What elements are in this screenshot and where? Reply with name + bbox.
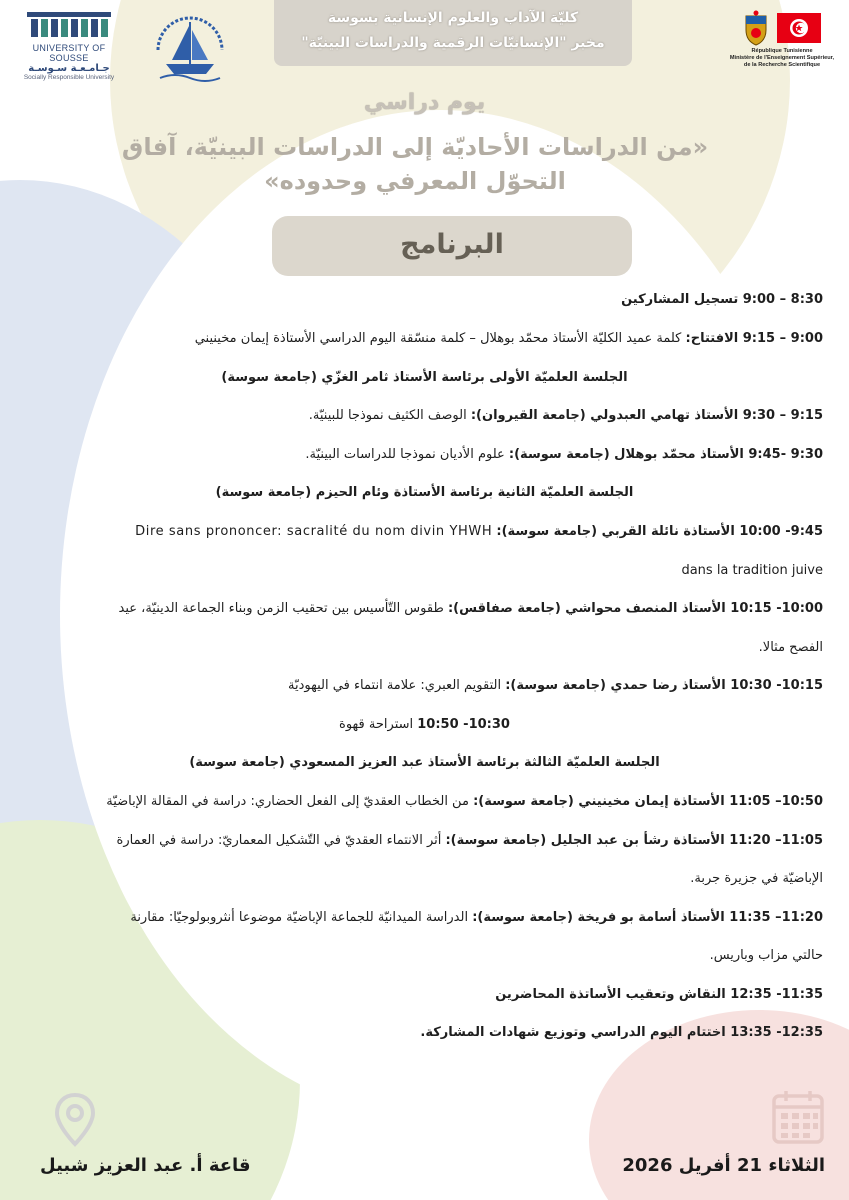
program-item-registration: 8:30 – 9:00 تسجيل المشاركين <box>621 292 823 307</box>
program-item-talk-2: 9:30 -9:45 الأستاذ محمّد بوهلال (جامعة سوسة): علوم الأديان نموذجا للدراسات البينيّة. <box>305 447 823 462</box>
map-pin-icon <box>52 1092 98 1148</box>
program-item-talk-8-continued: حالتي مزاب وباريس. <box>709 948 823 963</box>
program-item-talk-8: 11:20– 11:35 الأستاذ أسامة بو فريخة (جامعة سوسة): الدراسة الميدانيّة للجماعة الإباضيّة موضوعا أنثروبولوجيّا: مقارنة <box>130 910 823 925</box>
coat-of-arms-icon <box>743 10 769 46</box>
sousse-logo-mark <box>25 10 113 40</box>
tunisia-republic-label: République Tunisienne <box>751 48 813 54</box>
program-item-coffee-break: 10:30- 10:50 استراحة قهوة <box>339 717 510 732</box>
program-item-talk-6: 10:50– 11:05 الأستاذة إيمان مخينيني (جامعة سوسة): من الخطاب العقديّ إلى الفعل الحضاري: دراسة في المقالة الإباضيّة <box>106 794 823 809</box>
header-banner <box>274 0 632 66</box>
program-item-discussion: 11:35- 12:35 النقاش وتعقيب الأساتذة المحاضرين <box>495 987 823 1002</box>
event-venue: قاعة أ. عبد العزيز شبيل <box>40 1155 251 1176</box>
program-item-talk-7: 11:05– 11:20 الأستاذة رشأ بن عبد الجليل (جامعة سوسة): أثر الانتماء العقديّ في التّشكيل المعماريّ: دراسة في العمارة <box>116 833 823 848</box>
sousse-logo-arabic: جـامـعـة سـوسـة <box>28 63 110 74</box>
faculty-name: كليّة الآداب والعلوم الإنسانية بسوسة <box>327 10 579 26</box>
session-heading-2: الجلسة العلميّة الثانية برئاسة الأستاذة وئام الحيزم (جامعة سوسة) <box>215 485 634 500</box>
university-of-sousse-logo <box>18 10 120 80</box>
program-item-talk-3-continued: dans la tradition juive <box>681 563 823 578</box>
lab-name: مخبر "الإنسانيّات الرقمية والدراسات البينيّة" <box>301 35 605 51</box>
sousse-logo-tagline: Socially Responsible University <box>23 74 115 81</box>
event-date: الثلاثاء 21 أفريل 2026 <box>622 1155 825 1176</box>
sousse-logo-english: UNIVERSITY OF SOUSSE <box>32 43 106 63</box>
program-item-opening: 9:00 – 9:15 الافتتاح: كلمة عميد الكليّة الأستاذ محمّد بوهلال – كلمة منسّقة اليوم الدراسي الأستاذة إيمان مخينيني <box>194 331 823 346</box>
event-title <box>110 130 720 198</box>
faculty-ship-emblem-icon <box>150 10 230 85</box>
session-heading-3: الجلسة العلميّة الثالثة برئاسة الأستاذ عبد العزيز المسعودي (جامعة سوسة) <box>189 755 660 770</box>
program-item-talk-7-continued: الإباضيّة في جزيرة جربة. <box>690 871 823 886</box>
program-item-closing: 12:35- 13:35 اختتام اليوم الدراسي وتوزيع شهادات المشاركة. <box>420 1025 823 1040</box>
faculty-logo <box>150 10 230 85</box>
program-item-talk-3: 9:45- 10:00 الأستاذة نائلة القربي (جامعة سوسة): Dire sans prononcer: sacralité du nom divin YHWH <box>135 524 823 539</box>
calendar-icon <box>770 1088 826 1146</box>
tunisia-ministry-logo <box>726 8 838 80</box>
event-title-line-2: التحوّل المعرفي وحدوده» <box>264 167 566 195</box>
event-title-line-1: «من الدراسات الأحاديّة إلى الدراسات البينيّة، آفاق <box>121 133 709 161</box>
program-item-talk-4-continued: الفصح مثالا. <box>758 640 823 655</box>
tunisia-research-label: de la Recherche Scientifique <box>743 62 821 68</box>
session-heading-1: الجلسة العلميّة الأولى برئاسة الأستاذ ثامر الغزّي (جامعة سوسة) <box>221 370 628 385</box>
program-item-talk-5: 10:15- 10:30 الأستاذ رضا حمدي (جامعة سوسة): التقويم العبري: علامة انتماء في اليهوديّة <box>288 678 823 693</box>
program-item-talk-1: 9:15 – 9:30 الأستاذ تهامي العبدولي (جامعة القيروان): الوصف الكثيف نموذجا للبينيّة. <box>308 408 823 423</box>
program-item-talk-4: 10:00- 10:15 الأستاذ المنصف محواشي (جامعة صفاقس): طقوس التّأسيس بين تحقيب الزمن وبناء الجماعة الدينيّة، عيد <box>118 601 823 616</box>
tunisia-ministry-label: Ministère de l'Enseignement Supérieur, <box>729 55 835 61</box>
tunisia-flag-icon <box>777 13 821 43</box>
study-day-heading: يوم دراسي <box>363 90 486 115</box>
program-heading: البرنامج <box>272 216 632 276</box>
